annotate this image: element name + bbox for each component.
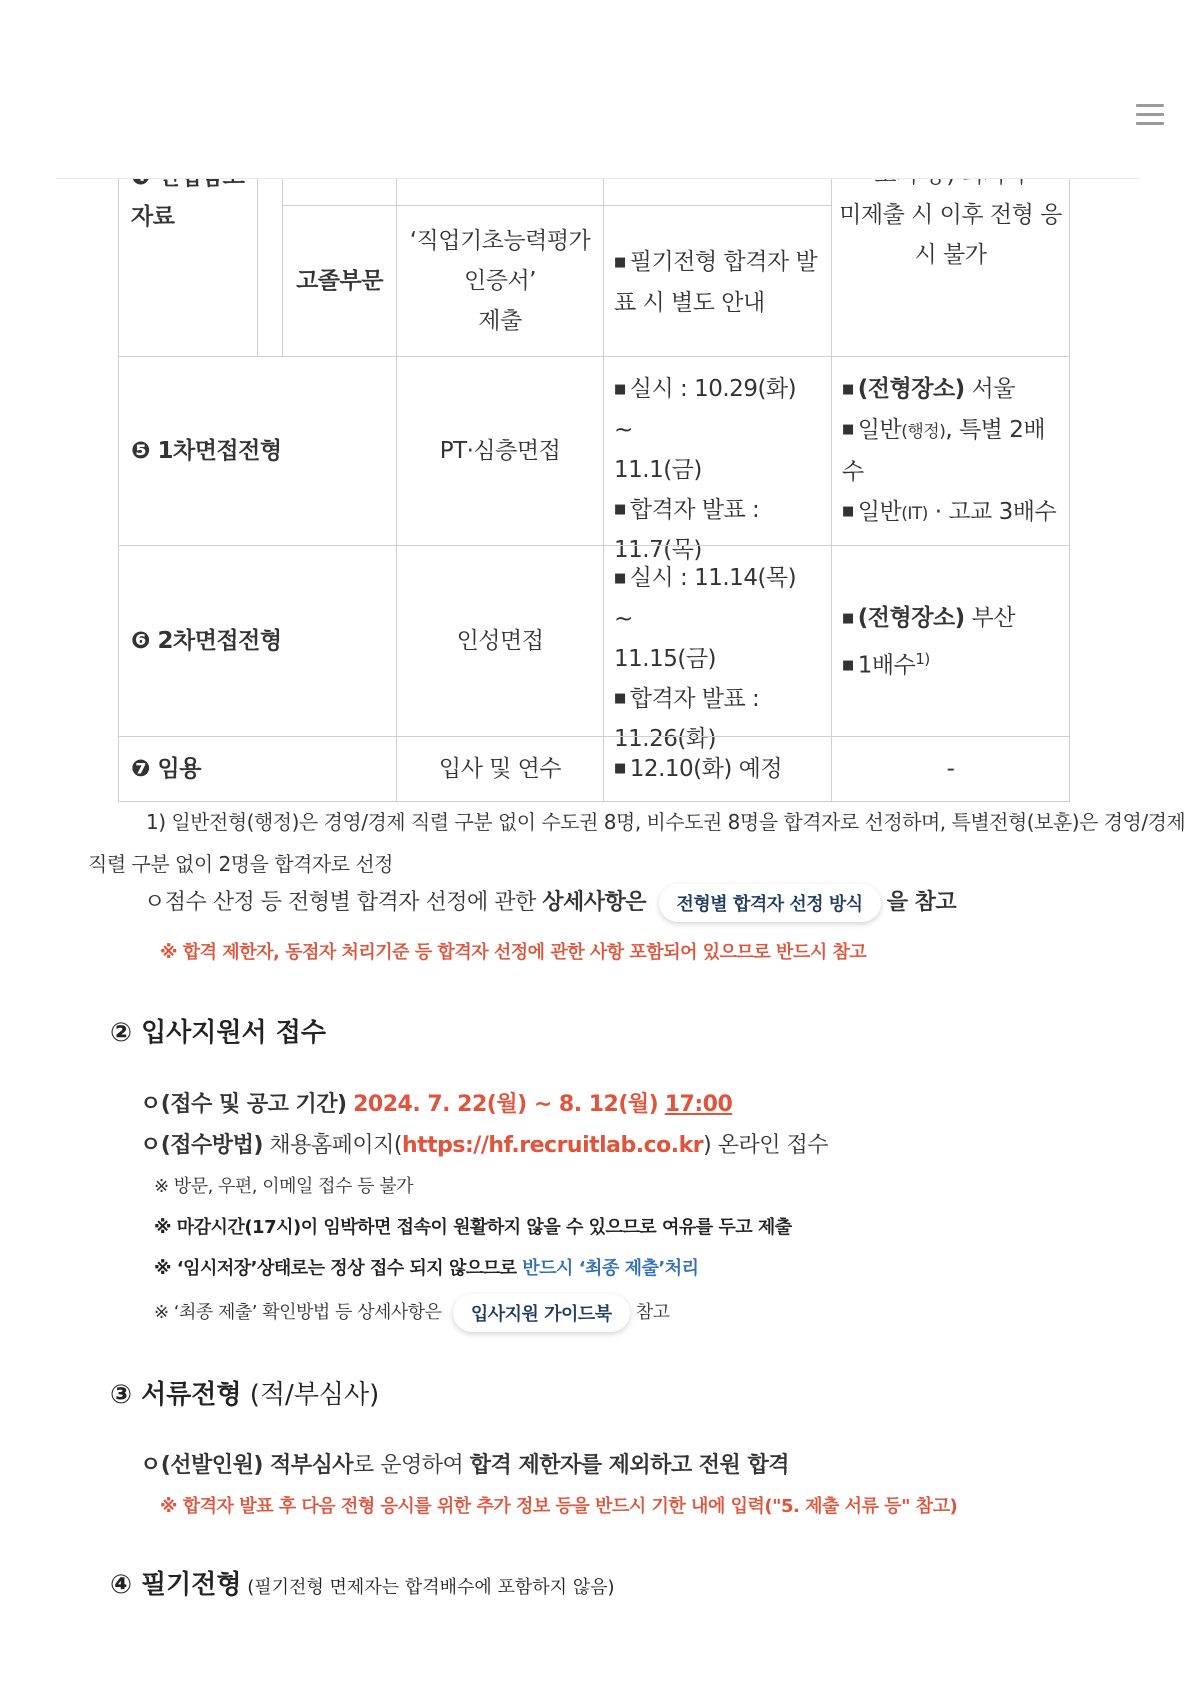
period-label: ㅇ(접수 및 공고 기간) <box>140 1092 347 1117</box>
schedule-cell-certificate <box>603 205 832 357</box>
schedule-text: 12.10(화) 예정 <box>629 756 783 782</box>
method-text: ) 온라인 접수 <box>703 1133 828 1158</box>
line-bold: 적부심사 <box>262 1453 354 1478</box>
note-text: - <box>946 756 955 782</box>
stage-cell-first-interview <box>118 356 397 546</box>
note-bold: (전형장소) <box>857 605 965 631</box>
note-text: 1배수 <box>857 652 916 679</box>
stage-label: ❺ 1차면접전형 <box>131 438 282 464</box>
schedule-line1: 실시 : 10.29(화) ~ <box>614 376 797 443</box>
section4-title-suffix: (필기전형 면제자는 합격배수에 포함하지 않음) <box>241 1577 615 1598</box>
line-label: ㅇ(선발인원) <box>140 1453 263 1478</box>
division-label: 고졸부문 <box>296 268 383 294</box>
spacer-cell <box>257 150 283 357</box>
note3-emphasis: 반드시 ‘최종 제출’처리 <box>516 1258 699 1279</box>
division-cell-highschool <box>282 205 397 357</box>
line-text: 로 운영하여 <box>353 1453 470 1478</box>
section3-warning: ※ 합격자 발표 후 다음 전형 응시를 위한 추가 정보 등을 반드시 기한 내에 입력("5. 제출 서류 등" 참고) <box>160 1496 958 1517</box>
section2-method <box>140 1128 828 1159</box>
stage-label-line2: 자료 <box>131 204 175 230</box>
line-bold: 합격 제한자를 제외하고 전원 합격 <box>469 1453 789 1478</box>
note-cell-appointment <box>831 736 1070 802</box>
period-value: 2024. 7. 22(월) ~ 8. 12(월) <box>353 1092 659 1117</box>
schedule-line4: 11.7(목) <box>614 537 702 563</box>
method-label: 인성면접 <box>456 628 544 654</box>
note3-text: ※ ‘임시저장’상태로는 정상 접수 되지 않으므로 <box>154 1258 517 1279</box>
section3-title-suffix: (적/부심사) <box>241 1380 380 1410</box>
method-cell-first-interview <box>396 356 604 546</box>
section2-title: ② 입사지원서 접수 <box>110 1018 326 1048</box>
stage-cell-interview-ref <box>118 150 258 357</box>
detail-bold: 상세사항은 <box>542 890 647 915</box>
section2-note2: ※ 마감시간(17시)이 임박하면 접속이 원활하지 않을 수 있으므로 여유를 두고 제출 <box>154 1217 792 1238</box>
note-text: 일반 <box>857 498 902 525</box>
detail-warning: ※ 합격 제한자, 동점자 처리기준 등 합격자 선정에 관한 사항 포함되어 있으므로 반드시 참고 <box>160 942 867 963</box>
method-label: ㅇ(접수방법) <box>140 1133 263 1158</box>
bullet-icon: ■ <box>842 381 854 397</box>
section3-title <box>110 1374 379 1411</box>
recruit-site-link[interactable]: https://hf.recruitlab.co.kr <box>401 1133 704 1158</box>
hamburger-menu-icon[interactable] <box>1136 104 1164 126</box>
bullet-icon: ■ <box>614 570 626 586</box>
section2-note4 <box>154 1294 669 1332</box>
bullet-icon: ■ <box>614 254 626 270</box>
schedule-line1: 실시 : 11.14(목) ~ <box>614 565 797 632</box>
note-text: , 특별 2배 <box>945 416 1046 443</box>
note-line3: 시 불가 <box>914 242 987 268</box>
method-text: 채용홈페이지( <box>262 1133 402 1158</box>
bullet-icon: ■ <box>842 422 854 437</box>
section4-title <box>110 1564 615 1601</box>
schedule-cell-first-interview <box>603 356 832 563</box>
method-cell-second-interview <box>396 545 604 737</box>
note4-suffix: 참고 <box>635 1302 670 1323</box>
section2-note1: ※ 방문, 우편, 이메일 접수 등 불가 <box>154 1176 414 1197</box>
schedule-cell-appointment <box>603 736 832 802</box>
footnote-line2: 직렬 구분 없이 2명을 합격자로 선정 <box>88 852 393 876</box>
method-line2: 인증서’ <box>464 268 536 294</box>
method-line1: ‘직업기초능력평가 <box>409 228 591 254</box>
schedule-line2: 11.1(금) <box>614 456 702 483</box>
section2-period <box>140 1087 732 1118</box>
stage-label: ❻ 2차면접전형 <box>131 628 282 654</box>
bullet-icon: ■ <box>614 381 626 397</box>
schedule-text-line2: 표 시 별도 안내 <box>614 289 765 316</box>
bullet-icon: ■ <box>614 691 626 706</box>
note-text: 서울 <box>964 376 1015 402</box>
note-text: 수 <box>842 458 864 485</box>
schedule-line3: 합격자 발표 : <box>629 496 760 523</box>
stage-cell-second-interview <box>118 545 397 737</box>
bullet-icon: ■ <box>842 504 854 519</box>
note-cell-interview-ref <box>831 150 1070 357</box>
schedule-line2: 11.15(금) <box>614 645 717 672</box>
schedule-text: 필기전형 합격자 발 <box>629 249 818 275</box>
bullet-icon: ■ <box>614 502 626 517</box>
period-time: 17:00 <box>664 1092 733 1117</box>
method-line3: 제출 <box>478 308 522 334</box>
note-small: (IT) <box>901 503 928 524</box>
note-text: · 고교 3배수 <box>927 498 1057 525</box>
footnote-line1: 1) 일반전형(행정)은 경영/경제 직렬 구분 없이 수도권 8명, 비수도권 8명을 합격자로 선정하며, 특별전형(보훈)은 경영/경제 <box>146 810 1186 834</box>
method-cell-appointment <box>396 736 604 802</box>
detail-suffix: 을 참고 <box>886 890 957 915</box>
note-small: (행정) <box>901 421 946 442</box>
method-label: PT·심층면접 <box>439 438 561 464</box>
note-cell-second-interview <box>831 545 1070 737</box>
section2-note3 <box>154 1254 698 1280</box>
schedule-line4: 11.26(화) <box>614 726 717 752</box>
selection-method-link-button[interactable]: 전형별 합격자 선정 방식 <box>659 884 881 922</box>
bullet-icon: ■ <box>842 610 854 626</box>
note-line2: 미제출 시 이후 전형 응 <box>839 202 1062 228</box>
note-text: 일반 <box>857 416 902 443</box>
stage-cell-appointment <box>118 736 397 802</box>
footnote-ref: 1) <box>915 649 930 668</box>
note-text: 부산 <box>964 605 1015 631</box>
method-cell-certificate <box>396 205 604 357</box>
detail-prefix: ㅇ점수 산정 등 전형별 합격자 선정에 관한 <box>144 890 543 915</box>
note-cell-first-interview <box>831 356 1070 546</box>
schedule-cell-second-interview <box>603 545 832 752</box>
bullet-icon: ■ <box>614 761 626 776</box>
section4-title-text: ④ 필기전형 <box>110 1570 242 1600</box>
section3-title-text: ③ 서류전형 <box>110 1380 242 1410</box>
top-header-bar <box>56 0 1140 179</box>
note4-text: ※ ‘최종 제출’ 확인방법 등 상세사항은 <box>154 1302 442 1323</box>
note-bold: (전형장소) <box>857 376 965 402</box>
section3-line <box>140 1448 789 1479</box>
schedule-line3: 합격자 발표 : <box>629 685 760 712</box>
detail-line <box>144 884 956 922</box>
method-label: 입사 및 연수 <box>438 756 562 782</box>
bullet-icon: ■ <box>842 657 854 673</box>
application-guidebook-link-button[interactable]: 입사지원 가이드북 <box>453 1294 630 1332</box>
stage-label: ❼ 임용 <box>131 756 201 782</box>
